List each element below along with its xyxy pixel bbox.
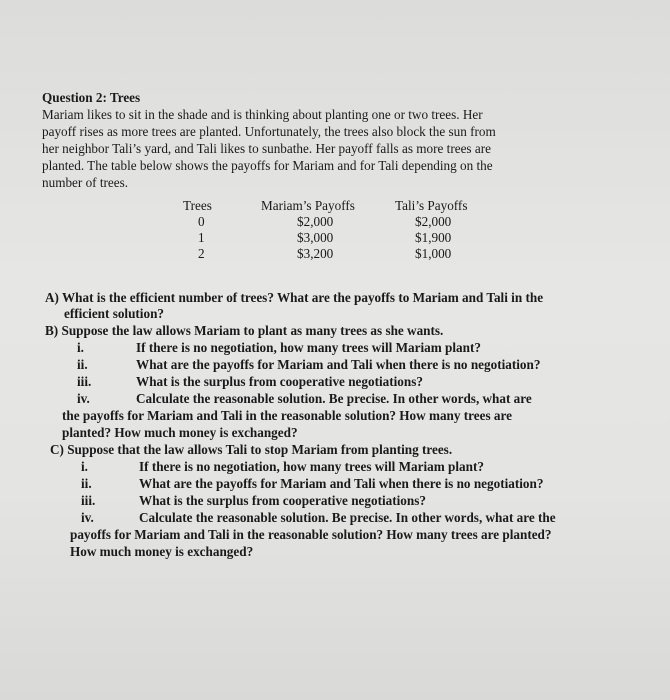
part-b-item-num: ii. bbox=[77, 357, 88, 372]
table-cell: 0 bbox=[198, 214, 205, 229]
part-b-item-text: What are the payoffs for Mariam and Tali when there is no negotiation? bbox=[136, 357, 541, 372]
table-cell: $2,000 bbox=[297, 214, 334, 229]
table-cell: 1 bbox=[198, 230, 205, 245]
part-b-continuation: planted? How much money is exchanged? bbox=[62, 425, 298, 440]
intro-line: number of trees. bbox=[42, 175, 129, 190]
part-c-line: C) Suppose that the law allows Tali to stop Mariam from planting trees. bbox=[50, 442, 453, 457]
intro-line: planted. The table below shows the payoffs for Mariam and for Tali depending on the bbox=[42, 158, 493, 173]
table-cell: $1,000 bbox=[415, 246, 452, 261]
part-b-line: B) Suppose the law allows Mariam to plant as many trees as she wants. bbox=[45, 323, 444, 338]
part-c-item-num: iv. bbox=[81, 510, 94, 525]
table-header-trees: Trees bbox=[183, 198, 212, 213]
part-b-item-text: If there is no negotiation, how many trees will Mariam plant? bbox=[136, 340, 481, 355]
part-b-item-num: iii. bbox=[77, 374, 92, 389]
part-b-item-num: iv. bbox=[77, 391, 90, 406]
part-b-item-text: What is the surplus from cooperative negotiations? bbox=[136, 374, 423, 389]
part-a-line: efficient solution? bbox=[64, 306, 164, 321]
question-title: Question 2: Trees bbox=[42, 90, 141, 105]
table-header-tali: Tali’s Payoffs bbox=[395, 198, 468, 213]
table-cell: $1,900 bbox=[415, 230, 452, 245]
table-cell: $3,000 bbox=[297, 230, 334, 245]
table-cell: $3,200 bbox=[297, 246, 334, 261]
part-c-item-text: What is the surplus from cooperative negotiations? bbox=[139, 493, 426, 508]
part-b-continuation: the payoffs for Mariam and Tali in the reasonable solution? How many trees are bbox=[62, 408, 512, 423]
part-a-line: A) What is the efficient number of trees? What are the payoffs to Mariam and Tali in the bbox=[45, 290, 544, 305]
table-header-mariam: Mariam’s Payoffs bbox=[261, 198, 355, 213]
table-cell: 2 bbox=[198, 246, 205, 261]
intro-line: Mariam likes to sit in the shade and is thinking about planting one or two trees. Her bbox=[42, 107, 483, 122]
part-c-item-text: Calculate the reasonable solution. Be precise. In other words, what are the bbox=[139, 510, 556, 525]
part-c-item-text: What are the payoffs for Mariam and Tali when there is no negotiation? bbox=[139, 476, 544, 491]
intro-line: payoff rises as more trees are planted. Unfortunately, the trees also block the sun from bbox=[42, 124, 496, 139]
part-c-continuation: How much money is exchanged? bbox=[70, 544, 254, 559]
table-cell: $2,000 bbox=[415, 214, 452, 229]
part-c-item-num: i. bbox=[81, 459, 88, 474]
part-b-item-num: i. bbox=[77, 340, 84, 355]
intro-line: her neighbor Tali’s yard, and Tali likes to sunbathe. Her payoff falls as more trees are bbox=[42, 141, 491, 156]
part-c-item-num: iii. bbox=[81, 493, 96, 508]
part-c-item-num: ii. bbox=[81, 476, 92, 491]
part-c-continuation: payoffs for Mariam and Tali in the reasonable solution? How many trees are planted? bbox=[70, 527, 552, 542]
part-c-item-text: If there is no negotiation, how many trees will Mariam plant? bbox=[139, 459, 484, 474]
part-b-item-text: Calculate the reasonable solution. Be precise. In other words, what are bbox=[136, 391, 532, 406]
